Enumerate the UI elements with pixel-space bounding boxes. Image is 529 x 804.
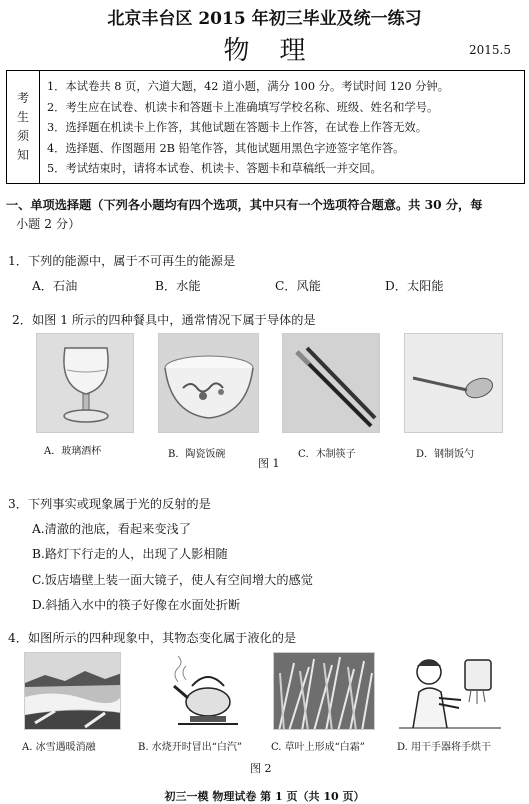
q2-caption-a: A．玻璃酒杯 xyxy=(44,446,102,457)
ceramic-bowl-image xyxy=(158,333,259,433)
hand-dryer-image xyxy=(399,652,501,730)
q3-option-a: A.清澈的池底，看起来变浅了 xyxy=(32,522,191,536)
notice-label-char: 考 xyxy=(16,91,29,105)
q1-option-b: B．水能 xyxy=(155,279,201,293)
notice-item: 2．考生应在试卷、机读卡和答题卡上准确填写学校名称、班级、姓名和学号。 xyxy=(47,100,439,114)
notice-label xyxy=(7,71,40,183)
wine-glass-image xyxy=(36,333,134,433)
exam-date: 2015.5 xyxy=(469,43,511,57)
notice-label-char: 须 xyxy=(16,129,29,143)
figure-1-label: 图 1 xyxy=(258,457,280,470)
section-heading: 一、单项选择题（下列各小题均有四个选项，其中只有一个选项符合题意。共 30 分，每 xyxy=(6,198,483,212)
q3-option-c: C.饭店墙壁上装一面大镜子，使人有空间增大的感觉 xyxy=(32,573,313,587)
question-4-stem: 4．如图所示的四种现象中，其物态变化属于液化的是 xyxy=(8,631,297,645)
notice-item: 3．选择题在机读卡上作答，其他试题在答题卡上作答，在试卷上作答无效。 xyxy=(47,121,427,134)
q4-caption-d: D. 用干手器将手烘干 xyxy=(397,742,492,753)
q1-option-c: C．风能 xyxy=(275,279,321,293)
notice-item: 4．选择题、作图题用 2B 铅笔作答，其他试题用黑色字迹签字笔作答。 xyxy=(47,141,405,155)
wooden-chopsticks-image xyxy=(282,333,380,433)
section-heading-cont: 小题 2 分） xyxy=(16,217,81,231)
q1-option-a: A．石油 xyxy=(32,279,78,293)
notice-list xyxy=(47,77,449,180)
q4-caption-c: C. 草叶上形成“白霜” xyxy=(271,742,365,753)
exam-title: 北京丰台区 2015 年初三毕业及统一练习 xyxy=(107,9,422,29)
steel-spoon-image xyxy=(404,333,503,433)
question-3-stem: 3．下列事实或现象属于光的反射的是 xyxy=(8,497,211,511)
question-2-stem: 2．如图 1 所示的四种餐具中，通常情况下属于导体的是 xyxy=(12,313,316,327)
question-1-stem: 1．下列的能源中，属于不可再生的能源是 xyxy=(8,254,236,268)
q4-caption-b: B. 水烧开时冒出“白汽” xyxy=(138,742,242,753)
q3-option-d: D.斜插入水中的筷子好像在水面处折断 xyxy=(32,598,241,612)
q1-option-d: D．太阳能 xyxy=(385,279,444,293)
subject-title: 物理 xyxy=(223,36,336,66)
notice-item: 1．本试卷共 8 页，六道大题，42 道小题，满分 100 分。考试时间 120 分钟。 xyxy=(47,80,450,93)
page-footer: 初三一模 物理试卷 第 1 页（共 10 页） xyxy=(164,790,365,803)
melting-snow-image xyxy=(24,652,121,730)
notice-label-char: 生 xyxy=(16,110,29,124)
figure-2-label: 图 2 xyxy=(250,762,272,775)
q2-caption-b: B．陶瓷饭碗 xyxy=(168,449,226,460)
q3-option-b: B.路灯下行走的人，出现了人影相随 xyxy=(32,547,228,561)
notice-label-char: 知 xyxy=(16,148,29,162)
exam-notice-box xyxy=(6,70,525,184)
q2-caption-d: D．钢制饭勺 xyxy=(416,449,475,460)
notice-item: 5．考试结束时，请将本试卷、机读卡、答题卡和草稿纸一并交回。 xyxy=(47,162,382,175)
frost-on-grass-image xyxy=(273,652,375,730)
q2-caption-c: C．木制筷子 xyxy=(298,449,356,460)
q4-caption-a: A. 冰雪遇暖消融 xyxy=(22,742,96,753)
boiling-kettle-image xyxy=(148,652,254,730)
